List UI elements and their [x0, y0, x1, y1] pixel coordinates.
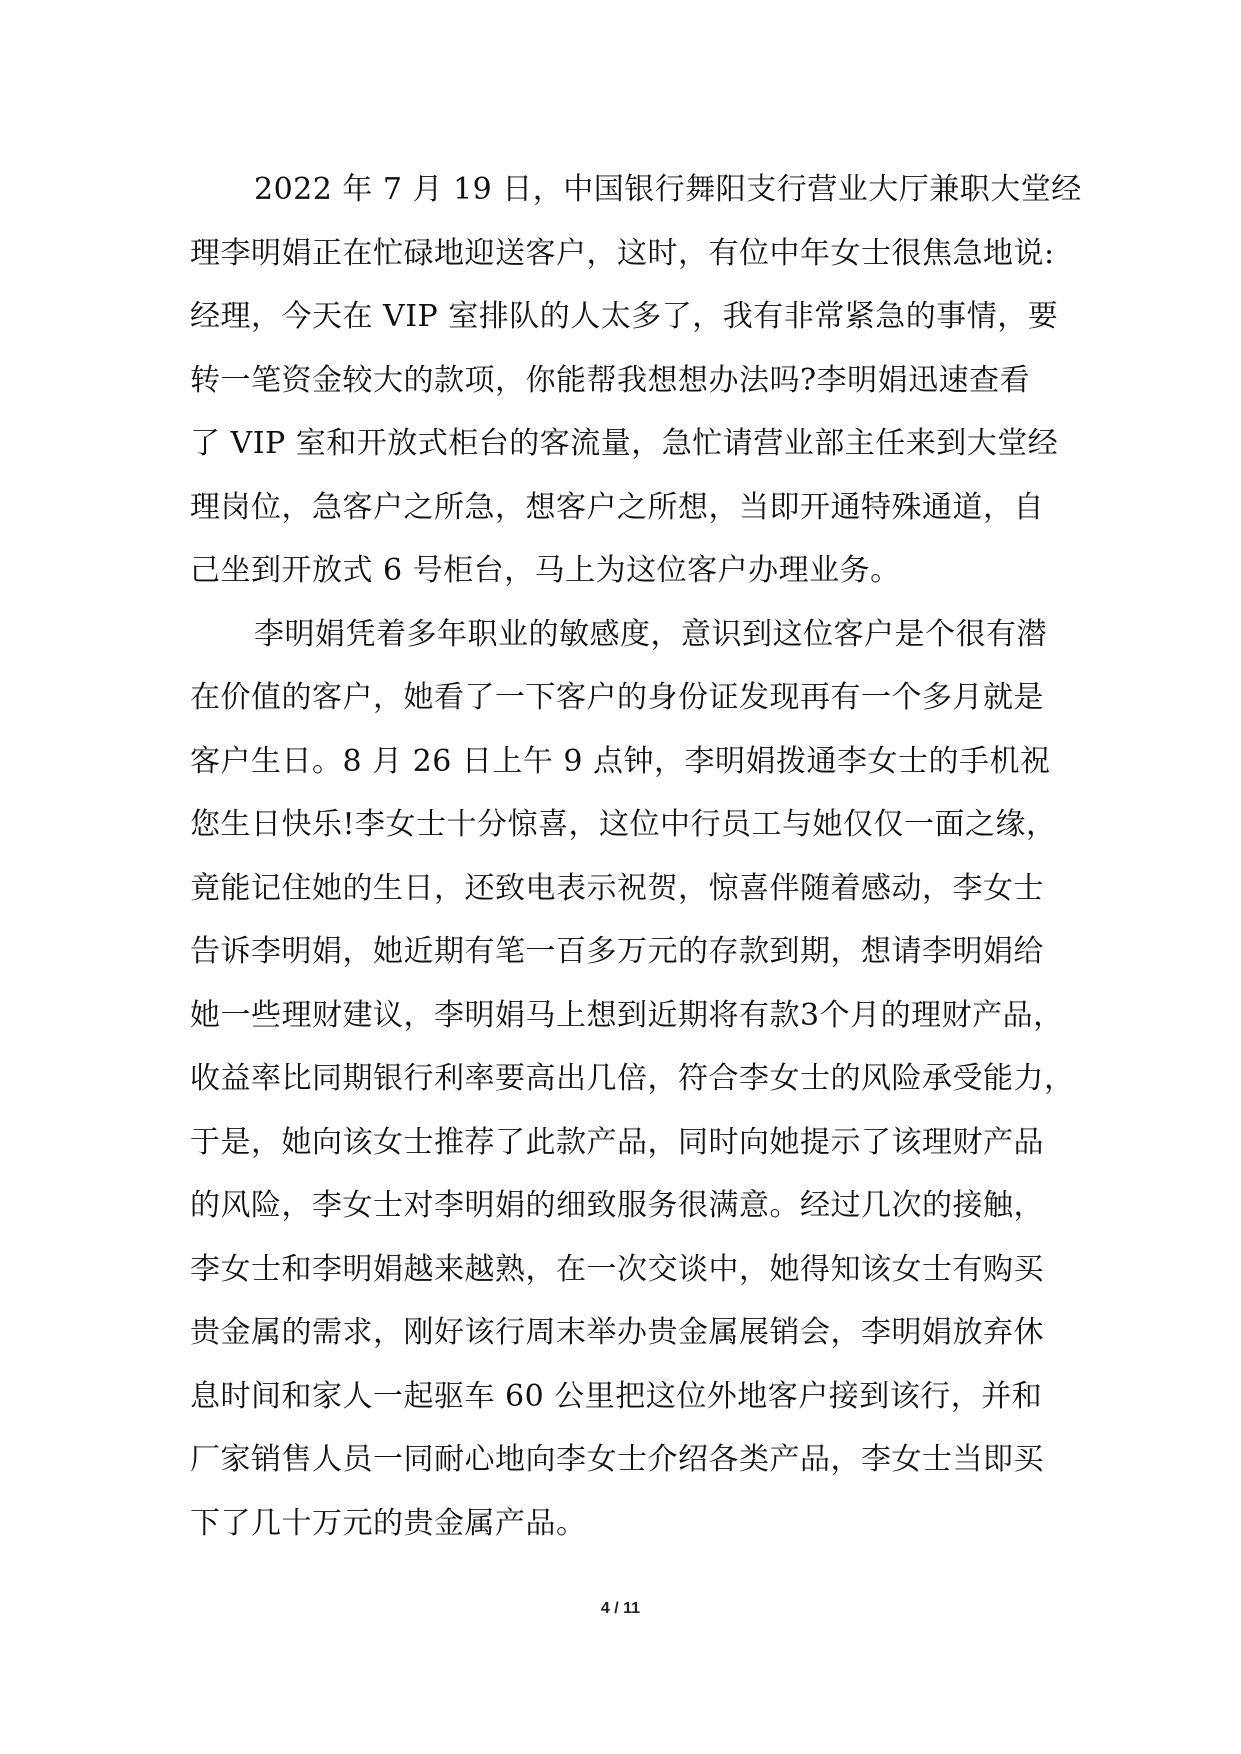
paragraph-2-line-6: 告诉李明娟，她近期有笔一百多万元的存款到期，想请李明娟给	[190, 934, 1044, 969]
paragraph-2-line-10: 的风险，李女士对李明娟的细致服务很满意。经过几次的接触，	[190, 1188, 1044, 1223]
paragraph-2-line-1: 李明娟凭着多年职业的敏感度，意识到这位客户是个很有潜	[254, 616, 1047, 652]
paragraph-1-line-2: 理李明娟正在忙碌地迎送客户，这时，有位中年女士很焦急地说:	[190, 235, 1055, 271]
paragraph-2-line-14: 厂家销售人员一同耐心地向李女士介绍各类产品，李女士当即买	[190, 1442, 1044, 1477]
paragraph-1-line-7: 己坐到开放式 6 号柜台，马上为这位客户办理业务。	[190, 553, 901, 588]
paragraph-1-line-4: 转一笔资金较大的款项，你能帮我想想办法吗?李明娟迅速查看	[190, 362, 1031, 398]
paragraph-2-line-3: 客户生日。8 月 26 日上午 9 点钟，李明娟拨通李女士的手机祝	[190, 743, 1051, 779]
paragraph-1-line-5: 了 VIP 室和开放式柜台的客流量，急忙请营业部主任来到大堂经	[190, 426, 1059, 461]
paragraph-2-line-11: 李女士和李明娟越来越熟，在一次交谈中，她得知该女士有购买	[190, 1251, 1044, 1287]
paragraph-2-line-2: 在价值的客户，她看了一下客户的身份证发现再有一个多月就是	[190, 680, 1044, 715]
paragraph-2-line-13: 息时间和家人一起驱车 60 公里把这位外地客户接到该行，并和	[190, 1378, 1043, 1414]
paragraph-2-line-5: 竟能记住她的生日，还致电表示祝贺，惊喜伴随着感动，李女士	[190, 870, 1044, 906]
paragraph-1-line-1: 2022 年 7 月 19 日，中国银行舞阳支行营业大厅兼职大堂经	[254, 172, 1082, 207]
paragraph-2-line-7: 她一些理财建议，李明娟马上想到近期将有款3个月的理财产品，	[190, 997, 1064, 1033]
paragraph-2-line-8: 收益率比同期银行利率要高出几倍，符合李女士的风险承受能力，	[190, 1061, 1075, 1096]
page-number: 4 / 11	[600, 1600, 641, 1617]
body-text	[190, 158, 1082, 1555]
paragraph-2-line-15: 下了几十万元的贵金属产品。	[190, 1505, 587, 1541]
paragraph-1-line-3: 经理，今天在 VIP 室排队的人太多了，我有非常紧急的事情，要	[190, 299, 1059, 334]
paragraph-2-line-9: 于是，她向该女士推荐了此款产品，同时向她提示了该理财产品	[190, 1124, 1044, 1160]
paragraph-2-line-12: 贵金属的需求，刚好该行周末举办贵金属展销会，李明娟放弃休	[190, 1315, 1044, 1350]
paragraph-1-line-6: 理岗位，急客户之所急，想客户之所想，当即开通特殊通道，自	[190, 489, 1044, 525]
paragraph-2-line-4: 您生日快乐!李女士十分惊喜，这位中行员工与她仅仅一面之缘，	[190, 807, 1057, 842]
